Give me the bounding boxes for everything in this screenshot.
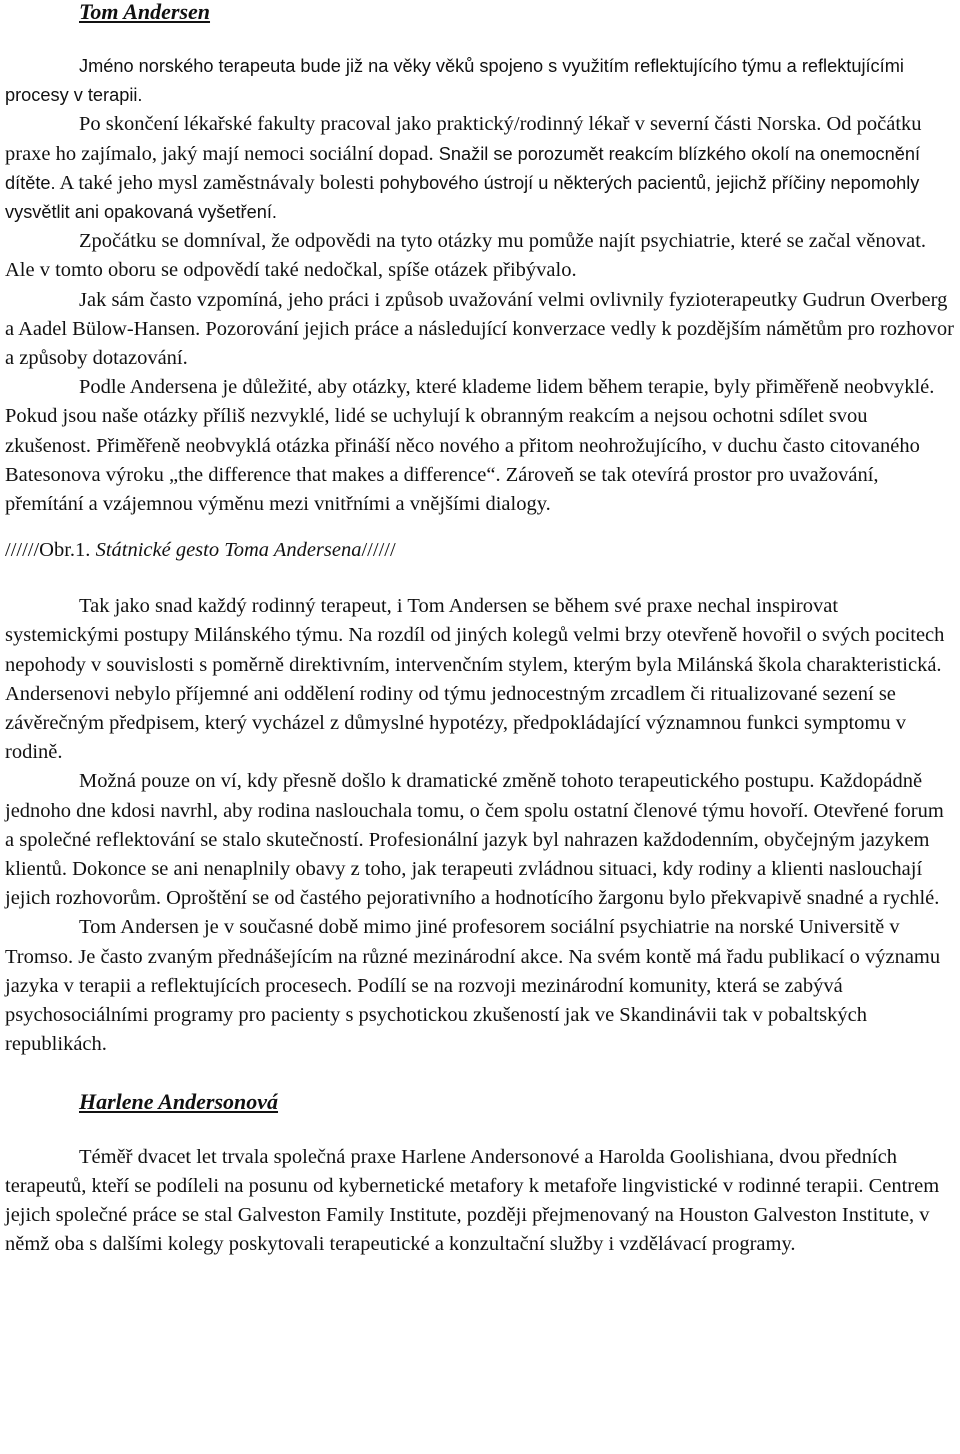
section-body-harlene-andersonova [5,1143,955,1260]
paragraph-2-part-4: pohybového ústrojí u některých pacientů, jejichž příčiny nepomohly vysvětlit ani opakovaná vyšetření. [5,172,920,223]
figure-prefix: //////Obr.1. [5,539,96,562]
section-heading-tom-andersen: Tom Andersen [79,0,211,24]
paragraph-8: Tom Andersen je v současné době mimo jiné profesorem sociální psychiatrie na norské Universitě v Tromso. Je často zvaným přednášejícím na různé mezinárodní akce. Na svém kontě má řadu publikací o významu jazyka v terapii a reflektujících procesech. Podílí se na rozvoji mezinárodní komunity, která se zabývá psychosociálními programy pro pacienty s psychotickou zkušeností jak ve Skandinávii tak v pobaltských republikách. [5,916,941,1056]
paragraph-1 [5,52,955,110]
figure-caption: Státnické gesto Toma Andersena [95,539,362,562]
paragraph-3 [5,227,955,285]
paragraph-2-part-2: Snažil se porozumět reakcím blízkého okolí na onemocnění dítěte. [5,143,921,193]
paragraph-2-part-1: Po skončení lékařské fakulty pracoval jako praktický/rodinný lékař v severní části Norska. Od počátku praxe ho zajímalo, jaký mají nemoci sociální dopad. [5,113,922,165]
paragraph-4-text: Jak sám často vzpomíná, jeho práci i způsob uvažování velmi ovlivnily fyzioterapeutky Gudrun Overberg a Aadel Bülow-Hansen. Pozorování jejich práce a následující konverzace vedly k pozdějším námětům pro rozhovor a způsoby dotazování. [5,288,954,370]
paragraph-3-text: Zpočátku se domníval, že odpovědi na tyto otázky mu pomůže najít psychiatrie, které se začal věnovat. Ale v tomto oboru se odpovědí také nedočkal, spíše otázek přibývalo. [5,230,927,282]
paragraph-5 [5,373,955,519]
paragraph-5-text: Podle Andersena je důležité, aby otázky, které klademe lidem během terapie, byly přiměřeně neobvyklé. Pokud jsou naše otázky příliš nezvyklé, lidé se uchylují k obranným reakcím a nejsou ochotni sdílet svou zkušenost. Přiměřeně neobvyklá otázka přináší něco nového a přitom neohrožujícího, v duchu často citovaného Batesonova výroku „the difference that makes a difference“. Zároveň se tak otevírá prostor pro uvažování, přemítání a vzájemnou výměnu mezi vnitřními a vnějšími dialogy. [5,376,935,516]
paragraph-2-part-3: A také jeho mysl zaměstnávaly bolesti [55,171,380,194]
section-heading-harlene-andersonova: Harlene Andersonová [79,1088,279,1114]
figure-placeholder [5,536,955,564]
section-body-tom-andersen-continued [5,592,955,1059]
paragraph-6: Tak jako snad každý rodinný terapeut, i Tom Andersen se během své praxe nechal inspirovat systemickými postupy Milánského týmu. Na rozdíl od jiných kolegů velmi brzy otevřeně hovořil o svých pocitech nepohody v souvislosti s poměrně direktivním, intervenčním stylem, kterým byla Milánská škola charakteristická. Andersenovi nebylo příjemné ani oddělení rodiny od týmu jednocestným zrcadlem či ritualizované sezení se závěrečným předpisem, který vycházel z důmyslné hypotézy, předpokládající významnou funkci symptomu v rodině. [5,595,945,764]
paragraph-1-text: Jméno norského terapeuta bude již na věky věků spojeno s využitím reflektujícího týmu a reflektujícími procesy v terapii. [5,56,904,106]
paragraph-9: Téměř dvacet let trvala společná praxe Harlene Andersonové a Harolda Goolishiana, dvou předních terapeutů, kteří se podíleli na posunu od kybernetické metafory k metafoře lingvistické v rodinné terapii. Centrem jejich společné práce se stal Galveston Family Institute, později přejmenovaný na Houston Galveston Institute, v němž oba s dalšími kolegy poskytovali terapeutické a konzultační služby i vzdělávací programy. [5,1145,940,1256]
paragraph-2 [5,110,955,227]
figure-suffix: ////// [361,539,396,562]
document-page [5,0,955,1259]
section-body-tom-andersen [5,52,955,519]
paragraph-7: Možná pouze on ví, kdy přesně došlo k dramatické změně tohoto terapeutického postupu. Každopádně jednoho dne kdosi navrhl, aby rodina naslouchala tomu, o čem spolu ostatní členové týmu hovoří. Otevřené forum a společné reflektování se stalo skutečností. Profesionální jazyk byl nahrazen každodenním, obyčejným jazykem klientů. Dokonce se ani nenaplnily obavy z toho, jak terapeuti zvládnou situaci, kdy rodiny a klienti naslouchají jejich rozhovorům. Oproštění se od častého pejorativního a hodnotícího žargonu bylo překvapivě snadné a rychlé. [5,770,944,910]
paragraph-4 [5,286,955,374]
